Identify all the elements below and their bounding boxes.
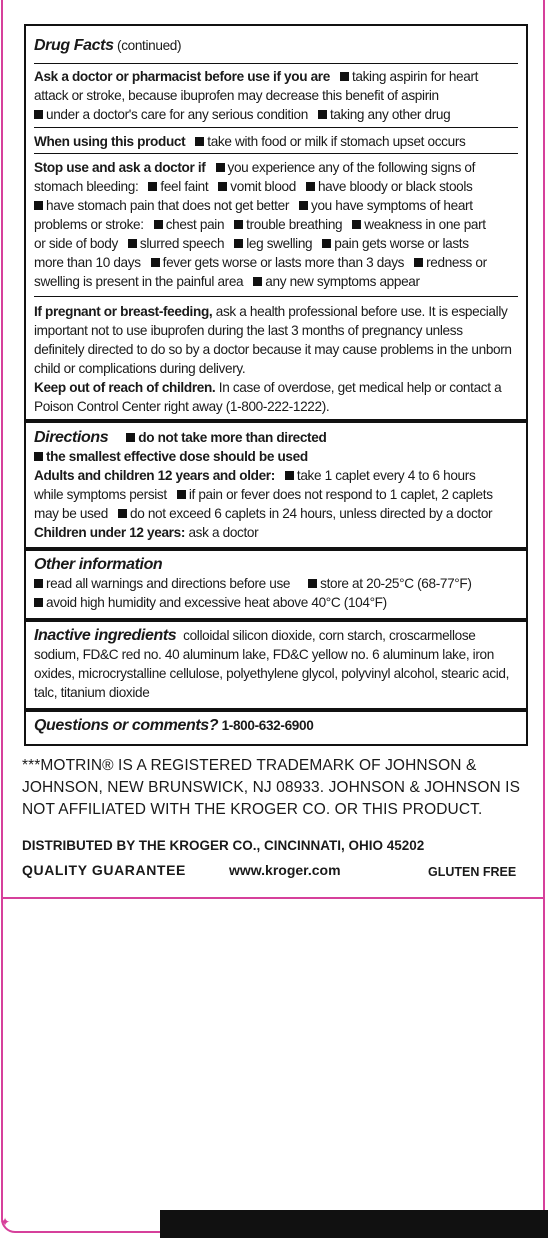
directions-text: while symptoms persist: [34, 487, 167, 502]
bullet-icon: [148, 182, 157, 191]
trademark-line: JOHNSON, NEW BRUNSWICK, NJ 08933. JOHNSON & JOHNSON IS: [22, 779, 521, 796]
bullet-icon: [128, 239, 137, 248]
trademark-line: ***MOTRIN® IS A REGISTERED TRADEMARK OF JOHNSON &: [22, 757, 477, 774]
stop-use-item: you experience any of the following signs of: [227, 160, 476, 175]
stop-use-heading: Stop use and ask a doctor if: [34, 160, 206, 175]
inactive-text: oxides, microcrystalline cellulose, polyethylene glycol, polyvinyl alcohol, stearic acid,: [34, 666, 510, 681]
directions-text: may be used: [34, 506, 108, 521]
stop-use-item: weakness in one part: [364, 217, 486, 232]
stop-use-text: or side of body: [34, 236, 118, 251]
distributor-text: DISTRIBUTED BY THE KROGER CO., CINCINNATI, OHIO 45202: [22, 838, 425, 853]
trademark-line: NOT AFFILIATED WITH THE KROGER CO. OR THIS PRODUCT.: [22, 801, 483, 818]
ask-doctor-section: [26, 67, 526, 124]
directions-heading: Directions: [34, 429, 109, 446]
trademark-notice: [22, 755, 532, 821]
stop-use-item: trouble breathing: [246, 217, 343, 232]
directions-item: take 1 caplet every 4 to 6 hours: [296, 468, 476, 483]
directions-item: the smallest effective dose should be used: [46, 449, 308, 464]
bullet-icon: [34, 201, 43, 210]
bullet-icon: [118, 509, 127, 518]
black-bar: [160, 1210, 548, 1238]
section-divider: [26, 419, 526, 423]
section-divider: [26, 708, 526, 712]
drug-facts-title: Drug Facts: [34, 37, 114, 54]
section-divider: [26, 547, 526, 551]
bullet-icon: [322, 239, 331, 248]
bullet-icon: [414, 258, 423, 267]
divider: [34, 127, 518, 128]
other-info-section: [26, 555, 526, 612]
questions-heading: Questions or comments?: [34, 717, 219, 734]
section-divider: [26, 618, 526, 622]
pregnant-section: [26, 302, 526, 416]
divider: [34, 63, 518, 64]
keep-out-text: Poison Control Center right away (1-800-222-1222).: [34, 399, 330, 414]
directions-section: [26, 428, 526, 542]
star-icon: ✦: [0, 1215, 11, 1229]
directions-item: do not exceed 6 caplets in 24 hours, unless directed by a doctor: [129, 506, 493, 521]
divider: [34, 153, 518, 154]
when-using-section: [26, 132, 526, 151]
inactive-heading: Inactive ingredients: [34, 627, 177, 644]
stop-use-item: you have symptoms of heart: [311, 198, 473, 213]
ask-doctor-item: taking any other drug: [329, 107, 451, 122]
bullet-icon: [234, 220, 243, 229]
when-using-item: take with food or milk if stomach upset occurs: [207, 134, 466, 149]
stop-use-item: have stomach pain that does not get better: [46, 198, 289, 213]
drug-facts-title-suffix: (continued): [117, 38, 182, 53]
when-using-heading: When using this product: [34, 134, 186, 149]
ask-doctor-line: attack or stroke, because ibuprofen may decrease this benefit of aspirin: [34, 88, 439, 103]
questions-section: [26, 716, 526, 735]
keep-out-text: In case of overdose, get medical help or contact a: [218, 380, 502, 395]
website-link[interactable]: www.kroger.com: [229, 862, 341, 878]
questions-phone: 1-800-632-6900: [221, 718, 314, 733]
bullet-icon: [154, 220, 163, 229]
stop-use-item: fever gets worse or lasts more than 3 days: [162, 255, 405, 270]
bullet-icon: [306, 182, 315, 191]
pregnant-heading: If pregnant or breast-feeding,: [34, 304, 213, 319]
stop-use-text: stomach bleeding:: [34, 179, 139, 194]
stop-use-text: problems or stroke:: [34, 217, 144, 232]
inactive-section: [26, 626, 526, 702]
bullet-icon: [318, 110, 327, 119]
stop-use-text: more than 10 days: [34, 255, 141, 270]
bullet-icon: [234, 239, 243, 248]
bullet-icon: [177, 490, 186, 499]
directions-children-label: Children under 12 years:: [34, 525, 186, 540]
stop-use-item: feel faint: [160, 179, 209, 194]
stop-use-text: swelling is present in the painful area: [34, 274, 244, 289]
other-info-item: read all warnings and directions before use: [46, 576, 291, 591]
inactive-text: talc, titanium dioxide: [34, 685, 150, 700]
stop-use-item: slurred speech: [139, 236, 225, 251]
stop-use-item: any new symptoms appear: [265, 274, 420, 289]
pregnant-text: child or complications during delivery.: [34, 361, 246, 376]
inactive-text: sodium, FD&C red no. 40 aluminum lake, FD&C yellow no. 6 aluminum lake, iron: [34, 647, 494, 662]
bullet-icon: [34, 452, 43, 461]
directions-adults-label: Adults and children 12 years and older:: [34, 468, 275, 483]
bullet-icon: [151, 258, 160, 267]
bullet-icon: [195, 137, 204, 146]
stop-use-section: [26, 158, 526, 291]
drug-facts-title-row: [26, 36, 526, 55]
pregnant-text: definitely directed to do so by a doctor because it may cause problems in the unborn: [34, 342, 512, 357]
pregnant-text: important not to use ibuprofen during the last 3 months of pregnancy unless: [34, 323, 463, 338]
stop-use-item: redness or: [426, 255, 487, 270]
bullet-icon: [218, 182, 227, 191]
inactive-text: colloidal silicon dioxide, corn starch, croscarmellose: [183, 628, 476, 643]
bullet-icon: [34, 579, 43, 588]
stop-use-item: have bloody or black stools: [317, 179, 473, 194]
quality-guarantee: QUALITY GUARANTEE: [22, 862, 186, 878]
bullet-icon: [299, 201, 308, 210]
bullet-icon: [352, 220, 361, 229]
bullet-icon: [253, 277, 262, 286]
stop-use-item: pain gets worse or lasts: [334, 236, 469, 251]
stop-use-item: leg swelling: [246, 236, 313, 251]
directions-item: if pain or fever does not respond to 1 caplet, 2 caplets: [188, 487, 493, 502]
directions-children-text: ask a doctor: [188, 525, 259, 540]
divider: [34, 296, 518, 297]
other-info-item: store at 20-25°C (68-77°F): [320, 576, 472, 591]
ask-doctor-item: taking aspirin for heart: [351, 69, 479, 84]
bullet-icon: [34, 598, 43, 607]
bullet-icon: [216, 163, 225, 172]
pregnant-text: ask a health professional before use. It is especially: [215, 304, 508, 319]
bullet-icon: [126, 433, 135, 442]
panel-divider: [2, 897, 544, 899]
gluten-free-badge: GLUTEN FREE: [428, 865, 517, 879]
stop-use-item: vomit blood: [230, 179, 296, 194]
stop-use-item: chest pain: [165, 217, 225, 232]
other-info-item: avoid high humidity and excessive heat above 40°C (104°F): [46, 595, 387, 610]
ask-doctor-item: under a doctor's care for any serious condition: [46, 107, 308, 122]
ask-doctor-heading: Ask a doctor or pharmacist before use if you are: [34, 69, 330, 84]
bullet-icon: [308, 579, 317, 588]
other-info-heading: Other information: [34, 556, 163, 573]
bullet-icon: [340, 72, 349, 81]
bullet-icon: [285, 471, 294, 480]
bullet-icon: [34, 110, 43, 119]
drug-facts-panel: [24, 24, 528, 746]
directions-item: do not take more than directed: [138, 430, 327, 445]
keep-out-heading: Keep out of reach of children.: [34, 380, 216, 395]
